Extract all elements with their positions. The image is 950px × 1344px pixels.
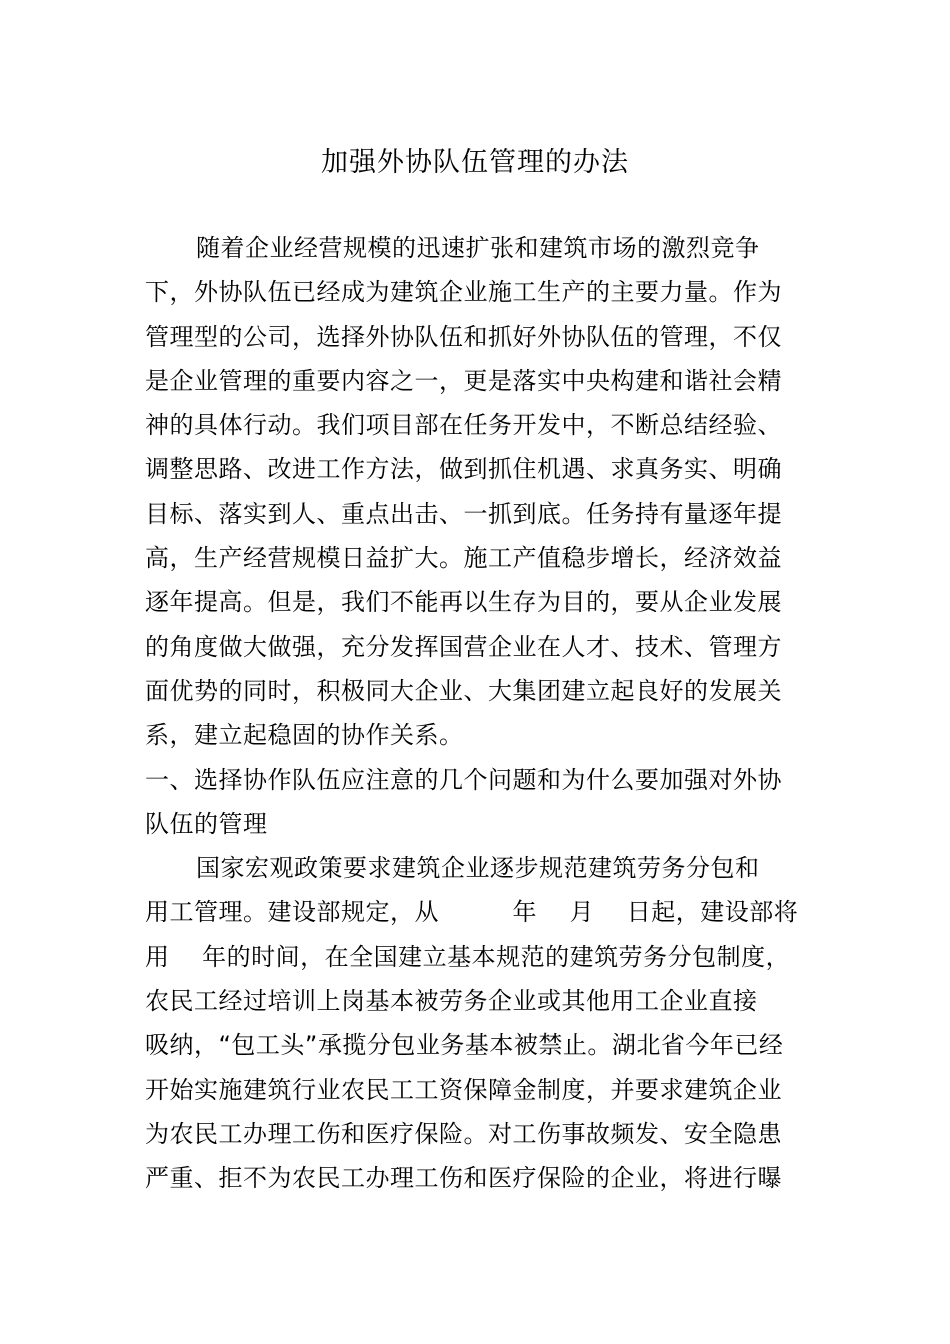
section-heading-line: 队伍的管理 (145, 809, 268, 838)
paragraph-line: 管理型的公司，选择外协队伍和抓好外协队伍的管理，不仅 (145, 322, 782, 351)
paragraph-line: 目标、落实到人、重点出击、一抓到底。任务持有量逐年提 (145, 499, 782, 528)
section-heading-line: 一、选择协作队伍应注意的几个问题和为什么要加强对外协 (145, 765, 782, 794)
paragraph-line: 调整思路、改进工作方法，做到抓住机遇、求真务实、明确 (145, 455, 782, 484)
paragraph-line: 高，生产经营规模日益扩大。施工产值稳步增长，经济效益 (145, 544, 782, 573)
paragraph-line: 逐年提高。但是，我们不能再以生存为目的，要从企业发展 (145, 588, 782, 617)
paragraph-line: 严重、拒不为农民工办理工伤和医疗保险的企业，将进行曝 (145, 1164, 782, 1193)
paragraph-line: 神的具体行动。我们项目部在任务开发中，不断总结经验、 (145, 411, 782, 440)
document-body (145, 226, 810, 1201)
paragraph-line: 吸纳，“包工头”承揽分包业务基本被禁止。湖北省今年已经 (145, 1031, 784, 1060)
paragraph-line: 系，建立起稳固的协作关系。 (145, 721, 464, 750)
paragraph-line: 农民工经过培训上岗基本被劳务企业或其他用工企业直接 (145, 987, 758, 1016)
paragraph-line: 是企业管理的重要内容之一，更是落实中央构建和谐社会精 (145, 366, 782, 395)
paragraph-line: 开始实施建筑行业农民工工资保障金制度，并要求建筑企业 (145, 1075, 782, 1104)
paragraph-line: 下，外协队伍已经成为建筑企业施工生产的主要力量。作为 (145, 278, 782, 307)
paragraph-line: 随着企业经营规模的迅速扩张和建筑市场的激烈竞争 (196, 234, 760, 262)
paragraph-line: 用 年的时间，在全国建立基本规范的建筑劳务分包制度， (145, 942, 791, 971)
paragraph-line: 的角度做大做强，充分发挥国营企业在人才、技术、管理方 (145, 632, 782, 661)
paragraph-line: 为农民工办理工伤和医疗保险。对工伤事故频发、安全隐患 (145, 1119, 782, 1148)
paragraph-line: 面优势的同时，积极同大企业、大集团建立起良好的发展关 (145, 676, 782, 705)
document-title: 加强外协队伍管理的办法 (321, 147, 629, 178)
paragraph-line: 用工管理。建设部规定，从 年 月 日起，建设部将 (145, 898, 799, 927)
paragraph-line: 国家宏观政策要求建筑企业逐步规范建筑劳务分包和 (196, 854, 760, 883)
